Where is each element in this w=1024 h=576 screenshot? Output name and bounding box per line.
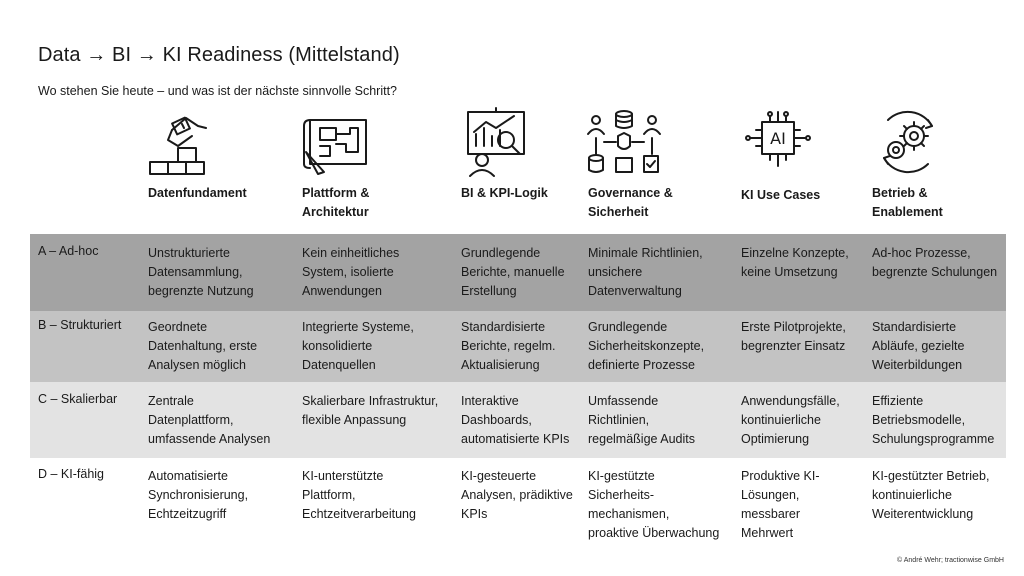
blueprint-icon bbox=[296, 106, 376, 178]
column-header-governance: Governance & Sicherheit bbox=[588, 186, 673, 219]
cell-c-5: Anwendungsfälle, kontinuierliche Optimierung bbox=[741, 394, 840, 446]
cell-b-6: Standardisierte Abläufe, gezielte Weiterbildungen bbox=[872, 320, 965, 372]
cell-b-5: Erste Pilotprojekte, begrenzter Einsatz bbox=[741, 320, 846, 353]
gears-cycle-icon bbox=[868, 106, 948, 178]
row-label-b: B – Strukturiert bbox=[38, 318, 122, 332]
cell-d-3: KI-gesteuerte Analysen, prädiktive KPIs bbox=[461, 469, 573, 521]
cell-d-5: Produktive KI- Lösungen, messbarer Mehrwert bbox=[741, 469, 820, 540]
row-label-d: D – KI-fähig bbox=[38, 467, 105, 481]
page-subtitle: Wo stehen Sie heute – und was ist der nächste sinnvolle Schritt? bbox=[38, 84, 398, 98]
row-label-c: C – Skalierbar bbox=[38, 392, 118, 406]
cell-a-3: Grundlegende Berichte, manuelle Erstellung bbox=[461, 246, 565, 298]
cell-d-1: Automatisierte Synchronisierung, Echtzeitzugriff bbox=[148, 469, 249, 521]
row-label-a: A – Ad-hoc bbox=[38, 244, 99, 258]
column-header-ki-use-cases: KI Use Cases bbox=[741, 188, 821, 202]
svg-text:AI: AI bbox=[770, 129, 786, 148]
cell-b-2: Integrierte Systeme, konsolidierte Datenquellen bbox=[302, 320, 414, 372]
cell-c-4: Umfassende Richtlinien, regelmäßige Audits bbox=[588, 394, 696, 446]
cell-c-1: Zentrale Datenplattform, umfassende Analysen bbox=[148, 394, 271, 446]
copyright-footer: © André Wehr; tractionwise GmbH bbox=[897, 557, 1004, 564]
cell-a-6: Ad-hoc Prozesse, begrenzte Schulungen bbox=[872, 246, 998, 279]
cell-a-1: Unstrukturierte Datensammlung, begrenzte Nutzung bbox=[148, 246, 254, 298]
hand-building-blocks-icon bbox=[142, 106, 222, 178]
cell-a-2: Kein einheitliches System, isolierte Anwendungen bbox=[302, 246, 400, 298]
column-header-bi-kpi: BI & KPI-Logik bbox=[461, 186, 548, 200]
cell-b-4: Grundlegende Sicherheitskonzepte, definierte Prozesse bbox=[588, 320, 705, 372]
cell-a-5: Einzelne Konzepte, keine Umsetzung bbox=[741, 246, 849, 279]
page-title: Data → BI → KI Readiness (Mittelstand) bbox=[38, 44, 400, 66]
cell-c-2: Skalierbare Infrastruktur, flexible Anpassung bbox=[302, 394, 439, 427]
cell-b-1: Geordnete Datenhaltung, erste Analysen möglich bbox=[148, 320, 258, 372]
column-header-plattform: Plattform & Architektur bbox=[302, 186, 370, 219]
cell-a-4: Minimale Richtlinien, unsichere Datenverwaltung bbox=[588, 246, 703, 298]
column-header-datenfundament: Datenfundament bbox=[148, 186, 247, 200]
column-header-betrieb: Betrieb & Enablement bbox=[872, 186, 943, 219]
cell-d-2: KI-unterstützte Plattform, Echtzeitverarbeitung bbox=[302, 469, 416, 521]
cell-c-6: Effiziente Betriebsmodelle, Schulungsprogramme bbox=[872, 394, 995, 446]
cell-d-4: KI-gestützte Sicherheits- mechanismen, proaktive Überwachung bbox=[588, 469, 720, 540]
presentation-chart-icon bbox=[458, 106, 538, 178]
data-governance-icon bbox=[584, 106, 664, 178]
cell-d-6: KI-gestützter Betrieb, kontinuierliche Weiterentwicklung bbox=[872, 469, 990, 521]
cell-b-3: Standardisierte Berichte, regelm. Aktualisierung bbox=[461, 320, 556, 372]
ai-chip-icon bbox=[738, 106, 818, 178]
cell-c-3: Interaktive Dashboards, automatisierte KPIs bbox=[461, 394, 570, 446]
